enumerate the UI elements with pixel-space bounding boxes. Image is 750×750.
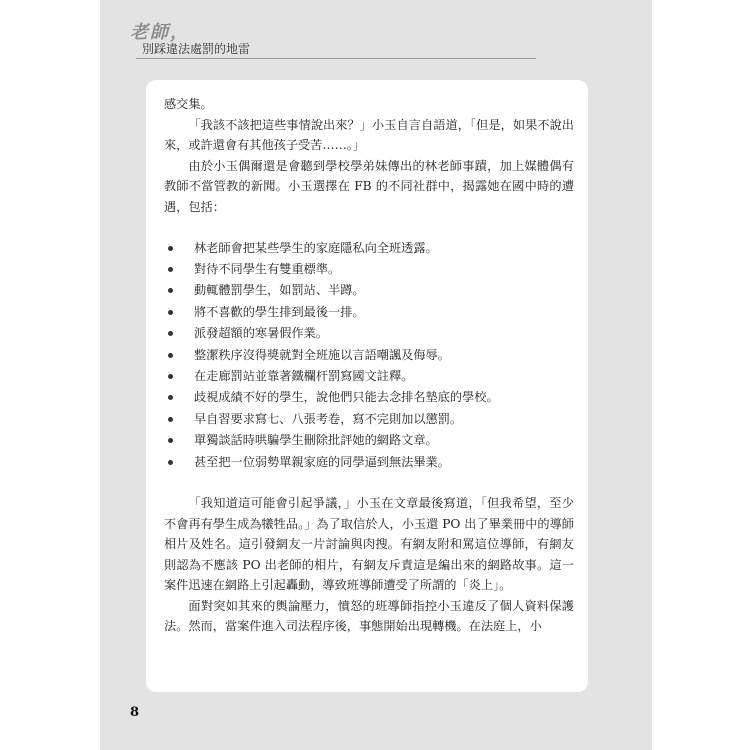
book-title: 老師， bbox=[130, 22, 190, 43]
bullet-icon bbox=[168, 460, 173, 465]
list-item bbox=[164, 323, 574, 344]
body-text bbox=[164, 94, 574, 637]
paragraph-3: 由於小玉偶爾還是會聽到學校學弟妹傳出的林老師事蹟，加上媒體偶有教師不當管教的新聞。小玉選擇在 FB 的不同社群中，揭露她在國中時的遭遇，包括： bbox=[164, 158, 574, 214]
bullet-icon bbox=[168, 310, 173, 315]
paragraph-1: 感交集。 bbox=[164, 97, 213, 111]
list-item bbox=[164, 259, 574, 280]
spacer bbox=[164, 473, 574, 494]
list-item bbox=[164, 452, 574, 473]
list-item bbox=[164, 238, 574, 259]
bullet-icon bbox=[168, 246, 173, 251]
bullet-icon bbox=[168, 395, 173, 400]
list-item-text: 歧視成績不好的學生，說他們只能去念排名墊底的學校。 bbox=[194, 390, 499, 405]
list-item-text: 早自習要求寫七、八張考卷，寫不完則加以懲罰。 bbox=[194, 411, 463, 426]
list-item-text: 整潔秩序沒得獎就對全班施以言語嘲諷及侮辱。 bbox=[194, 347, 450, 362]
list-item bbox=[164, 302, 574, 323]
bullet-icon bbox=[168, 267, 173, 272]
list-item bbox=[164, 387, 574, 408]
bullet-icon bbox=[168, 353, 173, 358]
running-header bbox=[130, 18, 550, 62]
list-item bbox=[164, 345, 574, 366]
bullet-icon bbox=[168, 331, 173, 336]
list-item-text: 派發超額的寒暑假作業。 bbox=[194, 326, 329, 341]
list-item bbox=[164, 366, 574, 387]
bullet-icon bbox=[168, 417, 173, 422]
page-number: 8 bbox=[130, 705, 140, 720]
chapter-title: 別踩違法處罰的地雷 bbox=[142, 42, 251, 56]
spacer bbox=[164, 217, 574, 238]
text-panel bbox=[146, 80, 588, 692]
bullet-list bbox=[164, 238, 574, 473]
list-item bbox=[164, 430, 574, 451]
list-item-text: 動輒體罰學生，如罰站、半蹲。 bbox=[194, 283, 365, 298]
list-item bbox=[164, 409, 574, 430]
list-item-text: 在走廊罰站並靠著鐵欄杆罰寫國文註釋。 bbox=[194, 368, 414, 383]
paragraph-4: 「我知道這可能會引起爭議，」小玉在文章最後寫道，「但我希望，至少不會再有學生成為犧牲品。」為了取信於人，小玉還 PO 出了畢業冊中的導師相片及姓名。這引發網友一片討論與肉搜。有網友附和罵這位導師，有網友則認為不應該 PO 出老師的相片，有網友斥責這是編出來的網路故事。這一案件迅速在網路上引起轟動，導致班導師遭受了所謂的「炎上」。 bbox=[164, 496, 574, 593]
list-item-text: 將不喜歡的學生排到最後一排。 bbox=[194, 304, 365, 319]
list-item bbox=[164, 280, 574, 301]
paragraph-2: 「我該不該把這些事情說出來？」小玉自言自語道，「但是，如果不說出來，或許還會有其他孩子受苦……。」 bbox=[164, 117, 574, 152]
list-item-text: 甚至把一位弱勢單親家庭的同學逼到無法畢業。 bbox=[194, 454, 450, 469]
bullet-icon bbox=[168, 288, 173, 293]
list-item-text: 對待不同學生有雙重標準。 bbox=[194, 261, 341, 276]
bullet-icon bbox=[168, 438, 173, 443]
list-item-text: 單獨談話時哄騙學生刪除批評她的網路文章。 bbox=[194, 433, 438, 448]
bullet-icon bbox=[168, 374, 173, 379]
paragraph-5: 面對突如其來的輿論壓力，憤怒的班導師指控小玉違反了個人資料保護法。然而，當案件進入司法程序後，事態開始出現轉機。在法庭上，小 bbox=[164, 598, 574, 634]
list-item-text: 林老師會把某些學生的家庭隱私向全班透露。 bbox=[194, 240, 438, 255]
header-divider bbox=[136, 58, 536, 59]
